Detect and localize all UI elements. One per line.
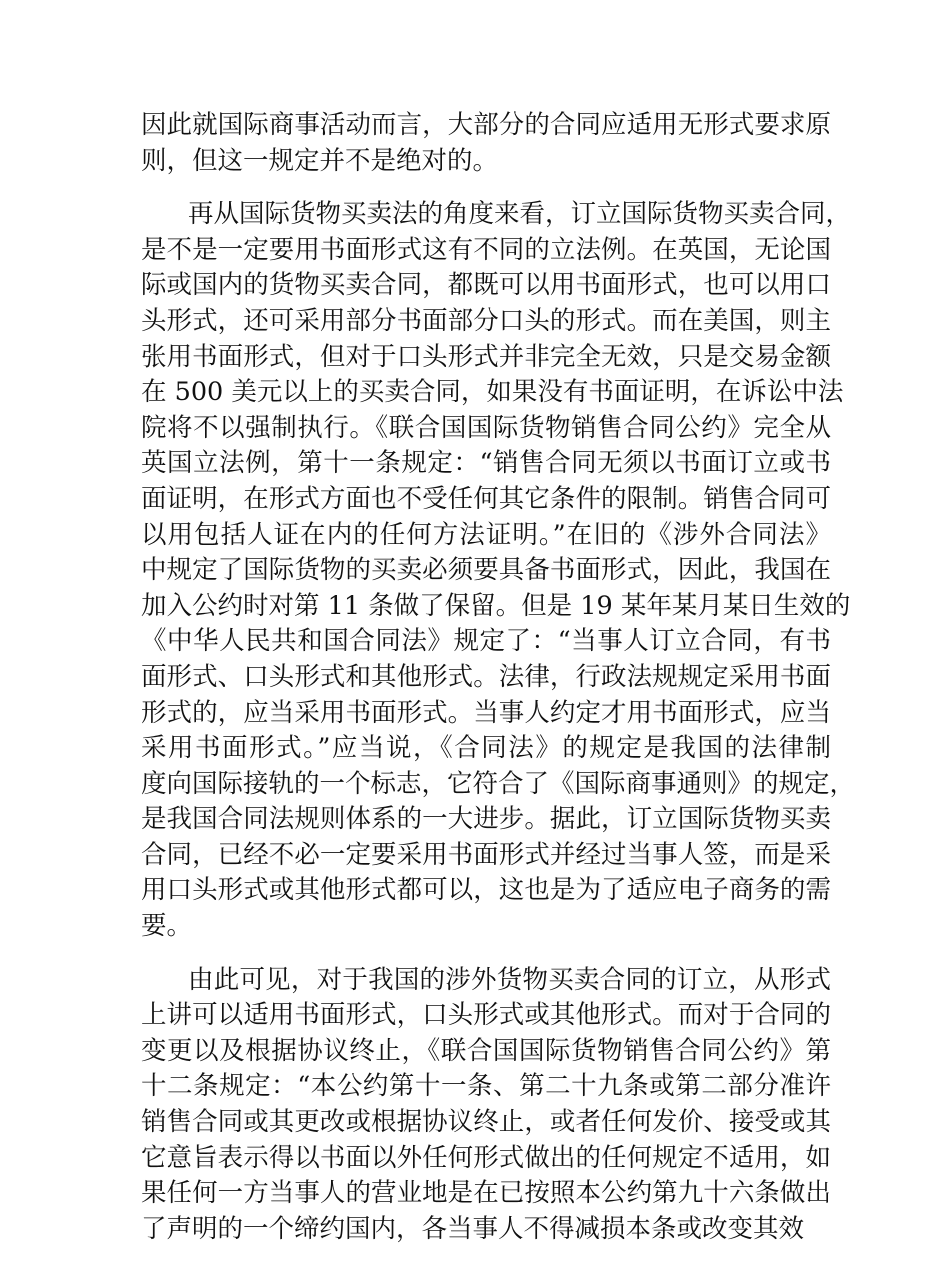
text-line: 形式的，应当采用书面形式。当事人约定才用书面形式，应当 bbox=[141, 697, 831, 728]
text-line: 加入公约时对第 11 条做了保留。但是 19 某年某月某日生效的 bbox=[141, 590, 851, 621]
text-line: 是不是一定要用书面形式这有不同的立法例。在英国，无论国 bbox=[141, 234, 831, 265]
text-line: 张用书面形式，但对于口头形式并非完全无效，只是交易金额 bbox=[141, 341, 831, 372]
paragraph-1 bbox=[141, 108, 831, 179]
text-line: 在 500 美元以上的买卖合同，如果没有书面证明，在诉讼中法 bbox=[141, 377, 844, 408]
text-line: 面证明，在形式方面也不受任何其它条件的限制。销售合同可 bbox=[141, 483, 831, 514]
text-line: 上讲可以适用书面形式，口头形式或其他形式。而对于合同的 bbox=[141, 1000, 831, 1031]
text-line: 面形式、口头形式和其他形式。法律，行政法规规定采用书面 bbox=[141, 661, 831, 692]
text-line: 合同，已经不必一定要采用书面形式并经过当事人签，而是采 bbox=[141, 839, 831, 870]
text-line: 英国立法例，第十一条规定：“销售合同无须以书面订立或书 bbox=[141, 448, 831, 479]
text-line: 果任何一方当事人的营业地是在已按照本公约第九十六条做出 bbox=[141, 1178, 831, 1209]
text-line: 中规定了国际货物的买卖必须要具备书面形式，因此，我国在 bbox=[141, 555, 831, 586]
text-line: 度向国际接轨的一个标志，它符合了《国际商事通则》的规定， bbox=[141, 768, 856, 799]
text-line: 院将不以强制执行。《联合国国际货物销售合同公约》完全从 bbox=[141, 412, 831, 443]
text-line: 则，但这一规定并不是绝对的。 bbox=[141, 145, 499, 176]
text-line: 头形式，还可采用部分书面部分口头的形式。而在美国，则主 bbox=[141, 305, 831, 336]
text-line: 是我国合同法规则体系的一大进步。据此，订立国际货物买卖 bbox=[141, 804, 831, 835]
paragraph-3 bbox=[141, 963, 831, 1248]
text-line: 《中华人民共和国合同法》规定了：“当事人订立合同，有书 bbox=[141, 626, 831, 657]
text-line: 由此可见，对于我国的涉外货物买卖合同的订立，从形式 bbox=[188, 964, 831, 995]
text-line: 销售合同或其更改或根据协议终止，或者任何发价、接受或其 bbox=[141, 1107, 831, 1138]
text-line: 际或国内的货物买卖合同，都既可以用书面形式，也可以用口 bbox=[141, 270, 831, 301]
text-line: 变更以及根据协议终止，《联合国国际货物销售合同公约》第 bbox=[141, 1035, 831, 1066]
text-line: 采用书面形式。”应当说，《合同法》的规定是我国的法律制 bbox=[141, 733, 831, 764]
text-line: 了声明的一个缔约国内，各当事人不得减损本条或改变其效 bbox=[141, 1213, 805, 1244]
paragraph-2 bbox=[141, 197, 856, 944]
text-line: 要。 bbox=[141, 911, 193, 942]
document-body bbox=[141, 108, 856, 1265]
text-line: 以用包括人证在内的任何方法证明。”在旧的《涉外合同法》 bbox=[141, 519, 831, 550]
text-line: 十二条规定：“本公约第十一条、第二十九条或第二部分准许 bbox=[141, 1071, 831, 1102]
text-line: 用口头形式或其他形式都可以，这也是为了适应电子商务的需 bbox=[141, 875, 831, 906]
text-line: 它意旨表示得以书面以外任何形式做出的任何规定不适用，如 bbox=[141, 1142, 831, 1173]
text-line: 再从国际货物买卖法的角度来看，订立国际货物买卖合同， bbox=[188, 199, 852, 230]
text-line: 因此就国际商事活动而言，大部分的合同应适用无形式要求原 bbox=[141, 110, 831, 140]
